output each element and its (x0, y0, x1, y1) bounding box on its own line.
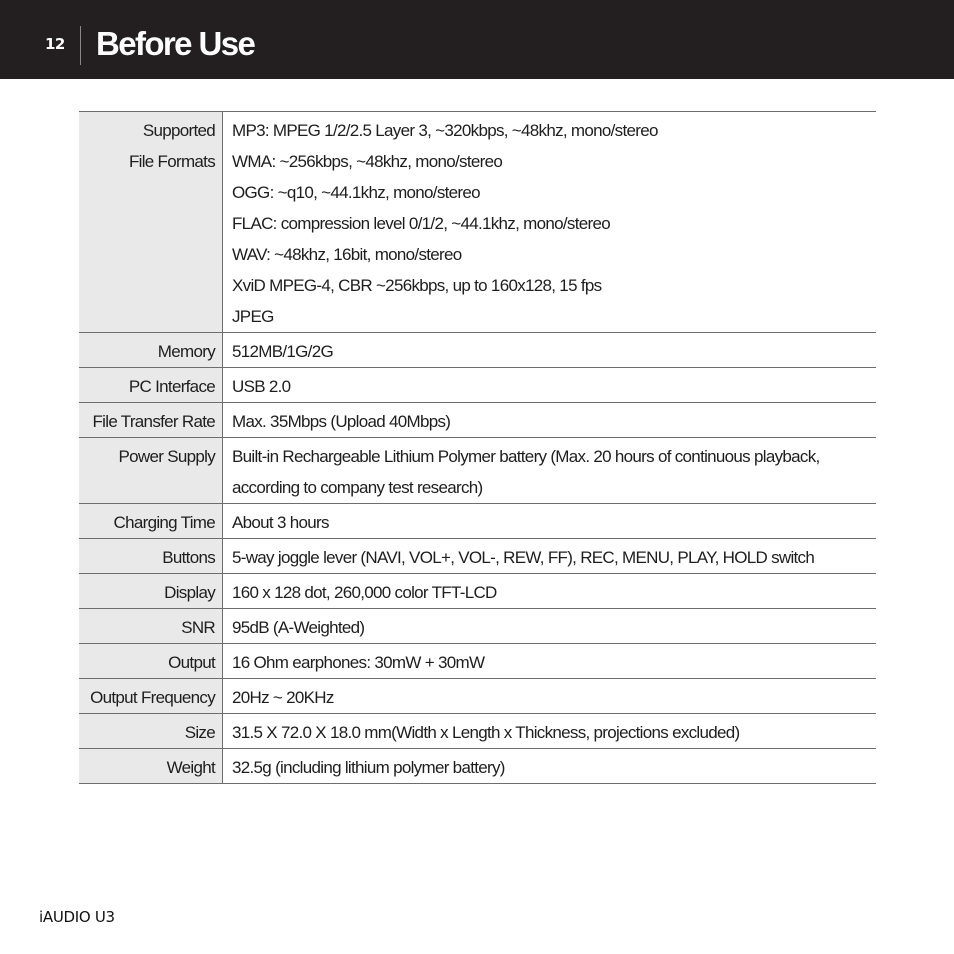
spec-value-text: 512MB/1G/2G (232, 342, 333, 361)
spec-label (79, 333, 223, 367)
spec-value-text: Built-in Rechargeable Lithium Polymer battery (Max. 20 hours of continuous playback, (232, 447, 820, 466)
spec-label-text: Supported (142, 121, 215, 140)
spec-label (79, 112, 223, 332)
spec-value (223, 438, 876, 503)
spec-value-text: JPEG (232, 307, 274, 326)
spec-label-text: Size (184, 723, 215, 742)
page-header (0, 0, 954, 79)
page-number: 12 (45, 35, 65, 53)
spec-value-text: 20Hz ~ 20KHz (232, 688, 334, 707)
spec-value-text: according to company test research) (232, 478, 483, 497)
spec-value (223, 749, 876, 783)
spec-value-text: 31.5 X 72.0 X 18.0 mm(Width x Length x Thickness, projections excluded) (232, 723, 740, 742)
spec-value-text: 5-way joggle lever (NAVI, VOL+, VOL-, REW, FF), REC, MENU, PLAY, HOLD switch (232, 548, 815, 567)
spec-value (223, 679, 876, 713)
spec-row (79, 749, 876, 784)
spec-label-text: Output Frequency (90, 688, 215, 707)
spec-value-text: MP3: MPEG 1/2/2.5 Layer 3, ~320kbps, ~48khz, mono/stereo (232, 121, 658, 140)
spec-label (79, 403, 223, 437)
spec-label-text: File Transfer Rate (92, 412, 215, 431)
spec-label-text: Power Supply (118, 447, 215, 466)
spec-value-text: USB 2.0 (232, 377, 291, 396)
spec-row (79, 368, 876, 403)
spec-label (79, 368, 223, 402)
spec-value (223, 644, 876, 678)
specifications-table (79, 111, 876, 784)
spec-value-text: OGG: ~q10, ~44.1khz, mono/stereo (232, 183, 480, 202)
spec-label (79, 438, 223, 503)
spec-row (79, 679, 876, 714)
spec-label (79, 749, 223, 783)
spec-value-text: About 3 hours (232, 513, 329, 532)
spec-label (79, 574, 223, 608)
spec-value-text: FLAC: compression level 0/1/2, ~44.1khz, mono/stereo (232, 214, 610, 233)
spec-value-text: XviD MPEG-4, CBR ~256kbps, up to 160x128, 15 fps (232, 276, 602, 295)
spec-value (223, 609, 876, 643)
spec-value (223, 539, 876, 573)
spec-value (223, 112, 876, 332)
spec-label-text: Output (168, 653, 215, 672)
page-title: Before Use (96, 25, 255, 62)
spec-value-text: WMA: ~256kbps, ~48khz, mono/stereo (232, 152, 503, 171)
spec-label-text: Charging Time (113, 513, 215, 532)
spec-value-text: WAV: ~48khz, 16bit, mono/stereo (232, 245, 462, 264)
footer-product-name: iAUDIO U3 (39, 908, 115, 926)
spec-value-text: 160 x 128 dot, 260,000 color TFT-LCD (232, 583, 497, 602)
spec-label-text: Memory (157, 342, 215, 361)
spec-value-text: Max. 35Mbps (Upload 40Mbps) (232, 412, 451, 431)
spec-row (79, 333, 876, 368)
spec-label (79, 679, 223, 713)
spec-row (79, 504, 876, 539)
spec-label-text: Buttons (162, 548, 215, 567)
spec-label (79, 539, 223, 573)
spec-label-text: Weight (166, 758, 215, 777)
spec-value (223, 333, 876, 367)
spec-row (79, 438, 876, 504)
spec-row (79, 403, 876, 438)
spec-label-text: SNR (181, 618, 215, 637)
spec-row (79, 574, 876, 609)
spec-value (223, 403, 876, 437)
spec-value-text: 16 Ohm earphones: 30mW + 30mW (232, 653, 485, 672)
spec-value (223, 368, 876, 402)
spec-label-text: PC Interface (128, 377, 215, 396)
spec-label-text: File Formats (128, 152, 215, 171)
spec-label (79, 504, 223, 538)
spec-label (79, 644, 223, 678)
spec-row (79, 644, 876, 679)
spec-row (79, 112, 876, 333)
spec-row (79, 714, 876, 749)
spec-value-text: 32.5g (including lithium polymer battery) (232, 758, 505, 777)
spec-value (223, 504, 876, 538)
spec-row (79, 609, 876, 644)
spec-label (79, 609, 223, 643)
spec-row (79, 539, 876, 574)
spec-value-text: 95dB (A-Weighted) (232, 618, 365, 637)
spec-value (223, 574, 876, 608)
spec-value (223, 714, 876, 748)
header-divider (80, 26, 81, 65)
spec-label-text: Display (164, 583, 215, 602)
spec-label (79, 714, 223, 748)
